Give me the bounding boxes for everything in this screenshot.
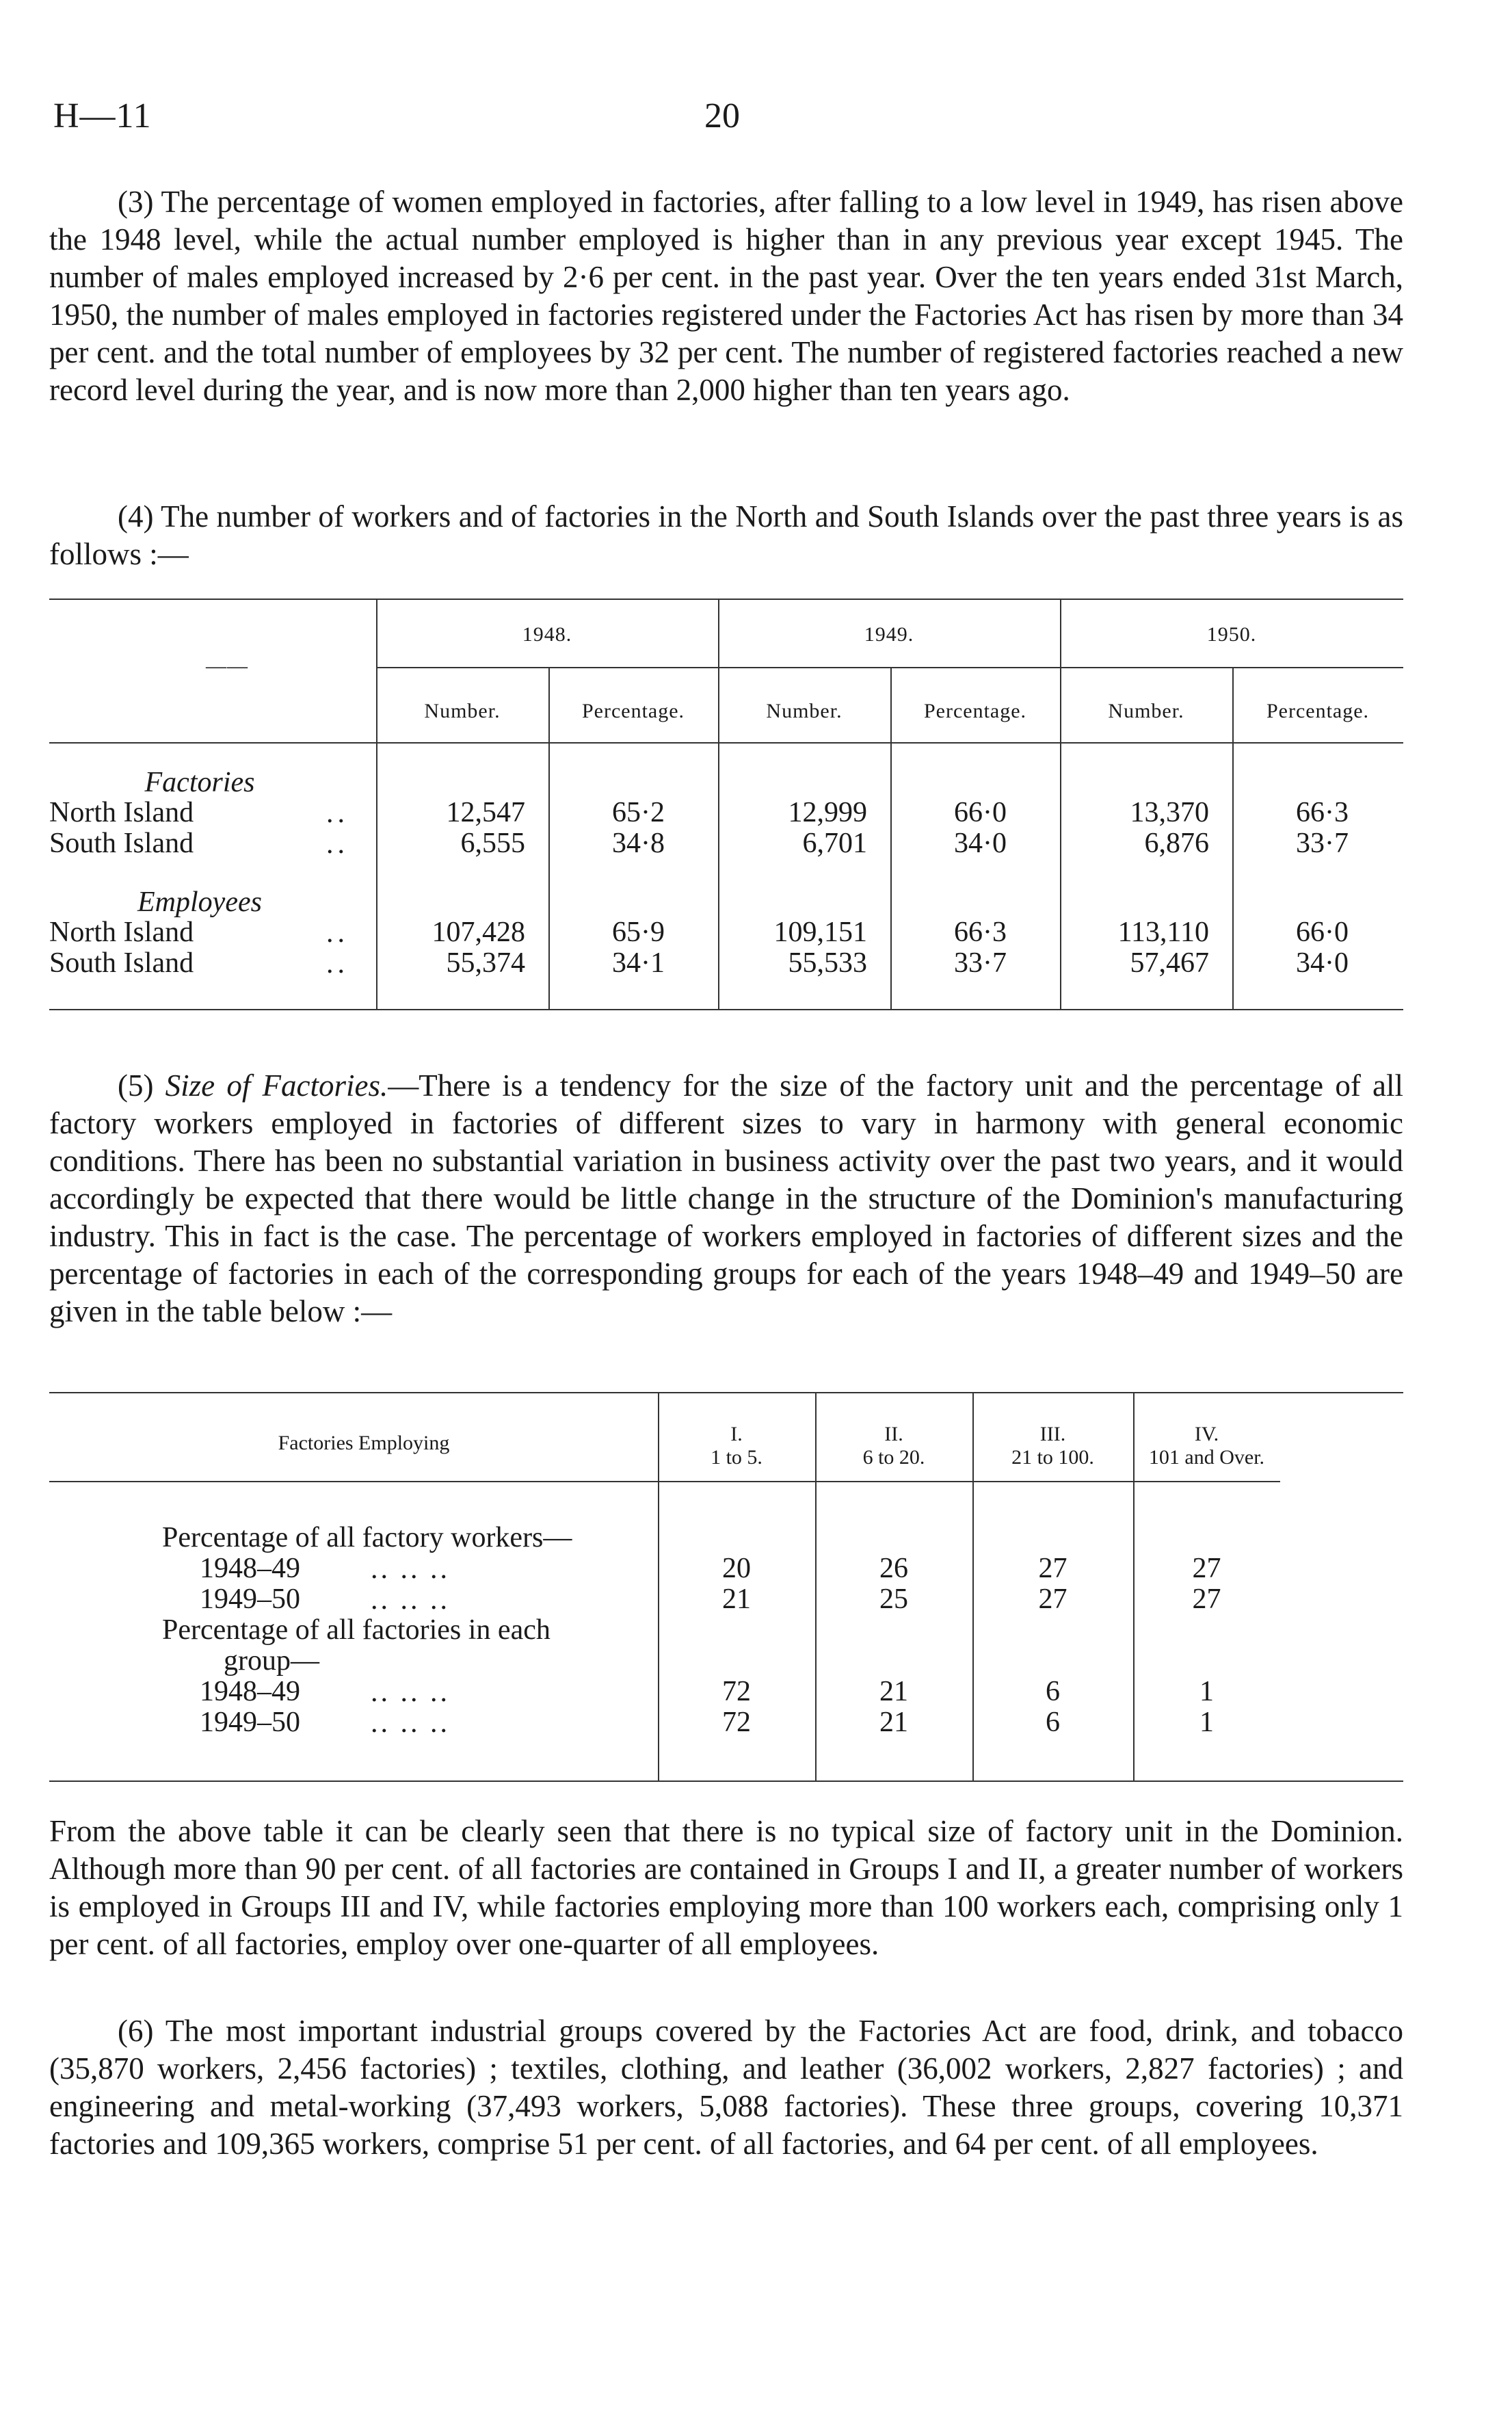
row-label: South Island xyxy=(49,947,194,979)
table-cell: 27 xyxy=(1192,1583,1221,1615)
table-corner: —— xyxy=(206,655,248,677)
table-cell: 65·2 xyxy=(612,797,665,828)
leader-dots: .. .. .. xyxy=(371,1707,450,1739)
paragraph-4: (4) The number of workers and of factories in the North and South Islands over the past three years is as follows :— xyxy=(49,499,1403,571)
leader-dots: .. .. .. xyxy=(371,1677,450,1708)
document-code: H—11 xyxy=(53,96,152,135)
table-rule xyxy=(49,1780,1403,1782)
row-label: 1948–49 xyxy=(200,1553,300,1584)
table-cell: 55,374 xyxy=(446,947,525,979)
row-label: 1948–49 xyxy=(200,1676,300,1707)
table-cell: 109,151 xyxy=(773,917,867,948)
group-number: III. xyxy=(1039,1423,1066,1445)
row-label: 1949–50 xyxy=(200,1707,300,1738)
table-cell: 34·0 xyxy=(1296,947,1349,979)
paragraph-5-lead: (5) xyxy=(118,1068,165,1103)
row-label: 1949–50 xyxy=(200,1583,300,1615)
leader-dots: .. xyxy=(326,917,349,949)
table-cell: 55,533 xyxy=(788,947,867,979)
table-cell: 34·8 xyxy=(612,828,665,859)
row-label: South Island xyxy=(49,828,194,859)
table-rule xyxy=(49,742,1403,744)
table-rule xyxy=(49,1481,1280,1482)
table-cell: 13,370 xyxy=(1130,797,1209,828)
section-title: Employees xyxy=(137,886,262,918)
column-heading: Number. xyxy=(1108,700,1184,722)
factory-size-table xyxy=(49,1392,1403,1782)
table-cell: 21 xyxy=(879,1676,908,1707)
table-cell: 66·0 xyxy=(954,797,1007,828)
table-cell: 27 xyxy=(1038,1553,1067,1584)
year-heading: 1949. xyxy=(864,623,914,646)
table-cell: 66·3 xyxy=(954,917,1007,948)
column-heading: Number. xyxy=(424,700,501,722)
leader-dots: .. .. .. xyxy=(371,1553,450,1585)
year-heading: 1950. xyxy=(1206,623,1257,646)
section-title: Factories xyxy=(144,767,255,798)
leader-dots: .. xyxy=(326,828,349,860)
islands-table xyxy=(49,599,1403,1010)
table-cell: 34·0 xyxy=(954,828,1007,859)
column-heading: Percentage. xyxy=(923,700,1027,722)
section-title: Percentage of all factory workers— xyxy=(162,1522,572,1553)
group-range: 101 and Over. xyxy=(1148,1446,1265,1469)
table-cell: 33·7 xyxy=(1296,828,1349,859)
group-number: II. xyxy=(884,1423,903,1445)
table-cell: 57,467 xyxy=(1130,947,1209,979)
leader-dots: .. xyxy=(326,798,349,829)
group-range: 1 to 5. xyxy=(711,1446,762,1469)
column-heading: Number. xyxy=(766,700,843,722)
table-cell: 21 xyxy=(879,1707,908,1738)
table-cell: 20 xyxy=(722,1553,751,1584)
leader-dots: .. xyxy=(326,948,349,980)
column-heading: Percentage. xyxy=(1266,700,1370,722)
table-cell: 27 xyxy=(1192,1553,1221,1584)
table-cell: 34·1 xyxy=(612,947,665,979)
table-cell: 72 xyxy=(722,1707,751,1738)
table-cell: 72 xyxy=(722,1676,751,1707)
paragraph-after-table: From the above table it can be clearly seen that there is no typical size of factory unit in the Dominion. Although more than 90 per cent. of all factories are contained in Groups I and II, a greater number of workers is employed in Groups III and IV, while factories employing more than 100 workers each, comprising only 1 per cent. of all factories, employ over one-quarter of all employees. xyxy=(49,1814,1403,1961)
row-label: North Island xyxy=(49,797,194,828)
table-rule xyxy=(376,667,1403,668)
stub-heading: Factories Employing xyxy=(278,1432,450,1454)
table-cell: 66·3 xyxy=(1296,797,1349,828)
table-rule xyxy=(49,1009,1403,1010)
column-heading: Percentage. xyxy=(581,700,685,722)
table-cell: 6,555 xyxy=(460,828,525,859)
paragraph-3: (3) The percentage of women employed in factories, after falling to a low level in 1949, has risen above the 1948 level, while the actual number employed is higher than in any previous year except 1945. The number of males employed increased by 2·6 per cent. in the past year. Over the ten years ended 31st March, 1950, the number of males employed in factories registered under the Factories Act has risen by more than 34 per cent. and the total number of employees by 32 per cent. The number of registered factories reached a new record level during the year, and is now more than 2,000 higher than ten years ago. xyxy=(49,185,1403,407)
leader-dots: .. .. .. xyxy=(371,1584,450,1616)
table-cell: 107,428 xyxy=(432,917,525,948)
row-label: North Island xyxy=(49,917,194,948)
paragraph-6: (6) The most important industrial groups covered by the Factories Act are food, drink, and tobacco (35,870 workers, 2,456 factories) ; textiles, clothing, and leather (36,002 workers, 2,827 factories) ; and engineering and metal-working (37,493 workers, 5,088 factories). These three groups, covering 10,371 factories and 109,365 workers, comprise 51 per cent. of all factories, and 64 per cent. of all employees. xyxy=(49,2014,1403,2161)
table-cell: 12,999 xyxy=(788,797,867,828)
table-cell: 66·0 xyxy=(1296,917,1349,948)
table-cell: 1 xyxy=(1199,1676,1214,1707)
group-number: I. xyxy=(730,1423,743,1445)
group-number: IV. xyxy=(1194,1423,1219,1445)
table-cell: 65·9 xyxy=(612,917,665,948)
group-range: 21 to 100. xyxy=(1011,1446,1094,1469)
paragraph-5-title: Size of Factories. xyxy=(165,1068,388,1103)
table-cell: 6,876 xyxy=(1144,828,1209,859)
section-title: Percentage of all factories in each xyxy=(162,1614,551,1646)
table-cell: 12,547 xyxy=(446,797,525,828)
table-cell: 1 xyxy=(1199,1707,1214,1738)
group-range: 6 to 20. xyxy=(862,1446,925,1469)
paragraph-5-body: —There is a tendency for the size of the factory unit and the percentage of all factory workers employed in factories of different sizes to vary in harmony with general economic conditions. There has been no substantial variation in business activity over the past two years, and it would accordingly be expected that there would be little change in the structure of the Dominion's manufacturing industry. This in fact is the case. The percentage of workers employed in factories of different sizes and the percentage of factories in each of the corresponding groups for each of the years 1948–49 and 1949–50 are given in the table below :— xyxy=(49,1068,1403,1328)
paragraph-5 xyxy=(49,1067,1403,1330)
year-heading: 1948. xyxy=(522,623,572,646)
table-cell: 27 xyxy=(1038,1583,1067,1615)
table-cell: 33·7 xyxy=(954,947,1007,979)
table-cell: 6 xyxy=(1046,1676,1060,1707)
table-rule xyxy=(49,599,1403,600)
table-cell: 6 xyxy=(1046,1707,1060,1738)
table-cell: 21 xyxy=(722,1583,751,1615)
table-rule xyxy=(49,1392,1403,1393)
page-number: 20 xyxy=(704,96,740,135)
table-cell: 6,701 xyxy=(802,828,867,859)
section-title-cont: group— xyxy=(224,1645,319,1677)
table-cell: 26 xyxy=(879,1553,908,1584)
table-cell: 25 xyxy=(879,1583,908,1615)
table-cell: 113,110 xyxy=(1117,917,1209,948)
